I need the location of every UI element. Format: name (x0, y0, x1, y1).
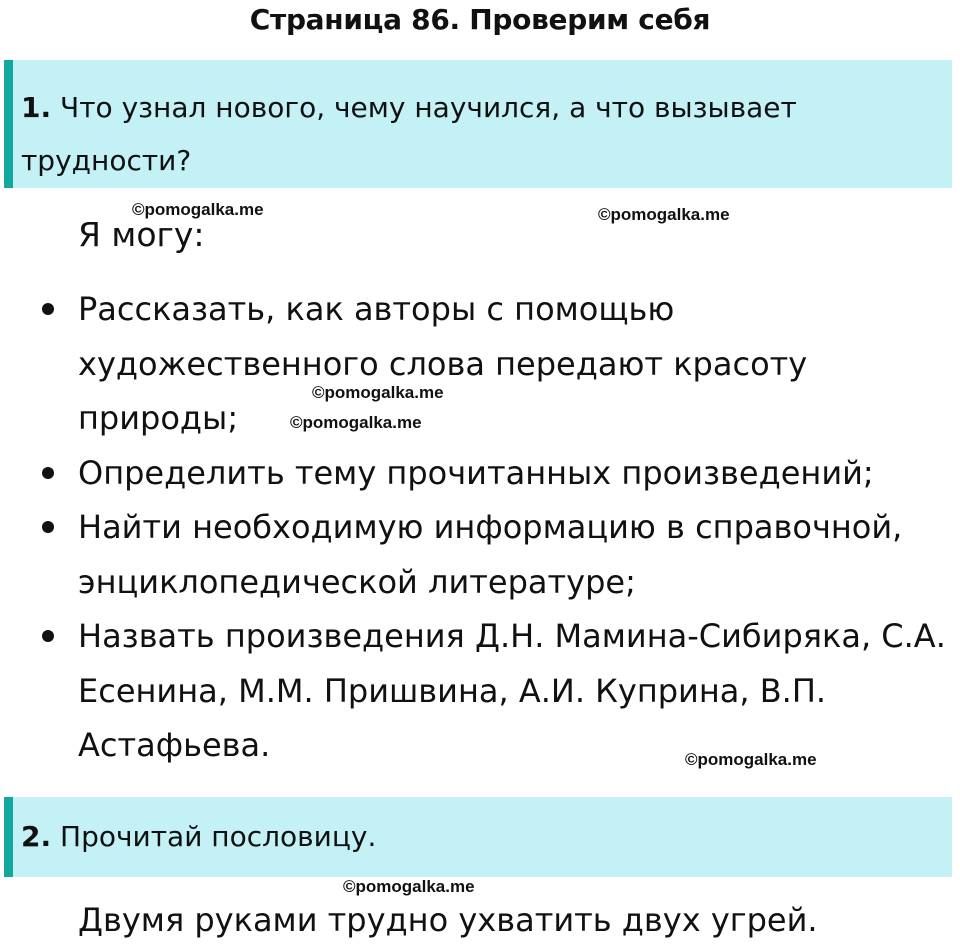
list-item (0, 500, 948, 609)
question-1-box (4, 60, 952, 188)
watermark: ©pomogalka.me (685, 750, 817, 769)
bullet-icon (42, 521, 54, 533)
watermark: ©pomogalka.me (343, 877, 475, 896)
watermark: ©pomogalka.me (312, 383, 444, 402)
list-item (0, 609, 948, 773)
answer-2-proverb: Двумя руками трудно ухватить двух угрей. (78, 901, 818, 939)
list-item-text: Рассказать, как авторы с помощью художественного слова передают красоту природы; (78, 290, 808, 437)
watermark: ©pomogalka.me (132, 200, 264, 219)
list-item-text: Найти необходимую информацию в справочной, энциклопедической литературе; (78, 508, 903, 601)
question-2-number: 2. (21, 820, 52, 853)
watermark: ©pomogalka.me (598, 205, 730, 224)
question-2-box (4, 797, 952, 877)
question-1-number: 1. (21, 91, 52, 124)
question-2-text: Прочитай пословицу. (60, 820, 377, 853)
page-title: Страница 86. Проверим себя (249, 3, 711, 36)
answer-1-list (0, 282, 948, 773)
list-item-text: Определить тему прочитанных произведений; (78, 453, 874, 492)
answer-1-lead: Я могу: (78, 215, 205, 254)
question-1-text: Что узнал нового, чему научился, а что вызывает трудности? (21, 91, 797, 177)
list-item-text: Назвать произведения Д.Н. Мамина-Сибиряка, С.А. Есенина, М.М. Пришвина, А.И. Куприна, В.П. Астафьева. (78, 617, 946, 764)
bullet-icon (42, 303, 54, 315)
list-item (0, 446, 948, 501)
watermark: ©pomogalka.me (290, 413, 422, 432)
bullet-icon (42, 467, 54, 479)
bullet-icon (42, 630, 54, 642)
